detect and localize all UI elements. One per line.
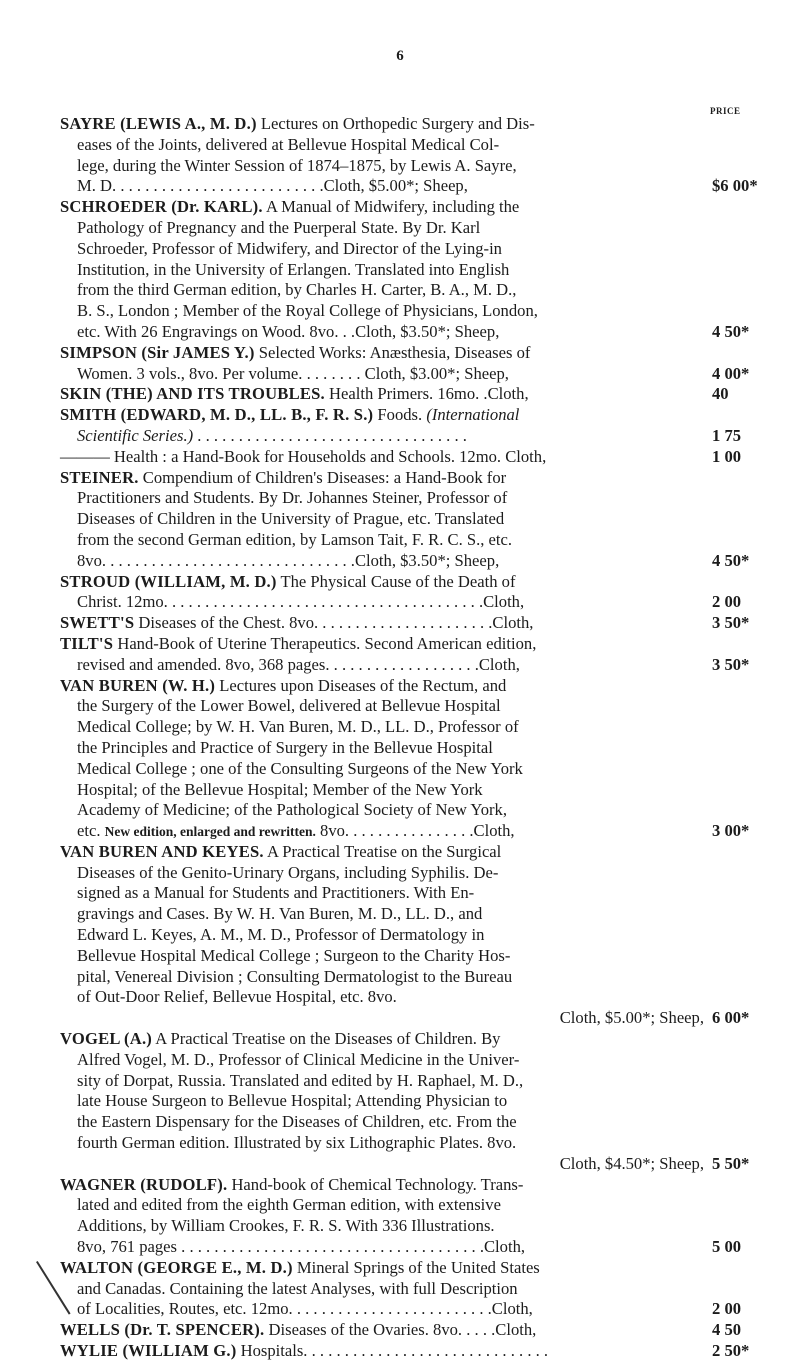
entry-text: eases of the Joints, delivered at Bellevue Hospital Medical Col- xyxy=(77,134,500,154)
entry-text: Christ. 12mo. . . . . . . . . . . . . . . . . . . . . . . . . . . . . . . . . . . . . . .Cloth, xyxy=(77,592,525,612)
entry-text: the Principles and Practice of Surgery in the Bellevue Hospital xyxy=(77,737,493,757)
entry-line xyxy=(60,1112,768,1133)
entry-text: of Out-Door Relief, Bellevue Hospital, etc. 8vo. xyxy=(77,987,397,1007)
entry-line xyxy=(60,1154,768,1175)
entry-price: 5 00 xyxy=(712,1237,742,1257)
author-name: WYLIE (WILLIAM G.) xyxy=(60,1341,237,1361)
entry-text: sity of Dorpat, Russia. Translated and edited by H. Raphael, M. D., xyxy=(77,1070,524,1090)
author-name: SWETT'S xyxy=(60,613,135,633)
entry-price: 2 00 xyxy=(712,592,742,612)
entry-text: Medical College ; one of the Consulting Surgeons of the New York xyxy=(77,758,523,778)
entry-line xyxy=(60,551,768,572)
entry-text: The Physical Cause of the Death of xyxy=(276,571,516,591)
author-name: VAN BUREN (W. H.) xyxy=(60,675,216,695)
entry-text: Diseases of the Ovaries. 8vo. . . . .Cloth, xyxy=(264,1320,537,1340)
entry-price: 2 50* xyxy=(712,1341,750,1361)
entry-price: 2 00 xyxy=(712,1299,742,1319)
entry-line xyxy=(60,1133,768,1154)
entry-line xyxy=(60,821,768,842)
entry-text: pital, Venereal Division ; Consulting Dermatologist to the Bureau xyxy=(77,966,513,986)
entry-text: the Eastern Dispensary for the Diseases of Children, etc. From the xyxy=(77,1112,517,1132)
entry-text: and Canadas. Containing the latest Analyses, with full Description xyxy=(77,1278,518,1298)
entry-line xyxy=(60,530,768,551)
entry-line xyxy=(60,717,768,738)
entry-price: 5 50* xyxy=(712,1153,750,1173)
entry-text: Practitioners and Students. By Dr. Johannes Steiner, Professor of xyxy=(77,488,508,508)
entry-text: from the third German edition, by Charles H. Carter, B. A., M. D., xyxy=(77,280,517,300)
entry-line xyxy=(60,426,768,447)
entry-line xyxy=(60,135,768,156)
entry-text: A Practical Treatise on the Diseases of Children. By xyxy=(152,1029,501,1049)
entry-price: $6 00* xyxy=(712,176,758,196)
entry-line xyxy=(60,1237,768,1258)
entry-line xyxy=(60,239,768,260)
entry-line xyxy=(60,863,768,884)
author-name: VOGEL (A.) xyxy=(60,1029,153,1049)
entry-text: fourth German edition. Illustrated by six Lithographic Plates. 8vo. xyxy=(77,1133,517,1153)
entry-text: Hand-Book of Uterine Therapeutics. Second American edition, xyxy=(113,633,537,653)
entry-line xyxy=(60,260,768,281)
entry-text: late House Surgeon to Bellevue Hospital; Attending Physician to xyxy=(77,1091,508,1111)
entry-line xyxy=(60,1195,768,1216)
entry-line xyxy=(60,156,768,177)
entry-text: Lectures upon Diseases of the Rectum, and xyxy=(215,675,507,695)
entry-line xyxy=(60,967,768,988)
catalog-entry xyxy=(60,613,768,634)
entry-line xyxy=(60,1029,768,1050)
entry-text: Diseases of the Chest. 8vo. . . . . . . . . . . . . . . . . . . . . .Cloth, xyxy=(134,613,534,633)
entry-price: 4 00* xyxy=(712,363,750,383)
entry-line xyxy=(60,1175,768,1196)
entry-text: Additions, by William Crookes, F. R. S. With 336 Illustrations. xyxy=(77,1216,495,1236)
entry-text: signed as a Manual for Students and Practitioners. With En- xyxy=(77,883,475,903)
entry-line xyxy=(60,468,768,489)
entry-line xyxy=(60,301,768,322)
catalog-entry xyxy=(60,1175,768,1258)
author-name: STROUD (WILLIAM, M. D.) xyxy=(60,571,277,591)
entry-price: 4 50 xyxy=(712,1320,742,1340)
author-name: SCHROEDER (Dr. KARL). xyxy=(60,197,263,217)
entry-line xyxy=(60,218,768,239)
entry-text: Hospital; of the Bellevue Hospital; Member of the New York xyxy=(77,779,483,799)
catalog-entry xyxy=(60,197,768,343)
entry-text: of Localities, Routes, etc. 12mo. . . . . . . . . . . . . . . . . . . . . . . . .Cloth, xyxy=(77,1299,533,1319)
entry-line xyxy=(60,1279,768,1300)
entry-text: lated and edited from the eighth German edition, with extensive xyxy=(77,1195,501,1215)
entry-line xyxy=(60,447,768,468)
entry-text: Mineral Springs of the United States xyxy=(292,1257,540,1277)
entry-line xyxy=(60,655,768,676)
entry-text: etc. With 26 Engravings on Wood. 8vo. . .Cloth, $3.50*; Sheep, xyxy=(77,321,500,341)
entry-line xyxy=(60,842,768,863)
entry-price: 1 00 xyxy=(712,446,742,466)
entry-line xyxy=(60,946,768,967)
entry-text: the Surgery of the Lower Bowel, delivered at Bellevue Hospital xyxy=(77,696,501,716)
entry-line xyxy=(60,176,768,197)
entry-text: Schroeder, Professor of Midwifery, and Director of the Lying-in xyxy=(77,238,502,258)
author-name: STEINER. xyxy=(60,467,139,487)
entry-line xyxy=(60,1258,768,1279)
author-name: WAGNER (RUDOLF). xyxy=(60,1174,228,1194)
entry-line xyxy=(60,509,768,530)
edition-note: New edition, enlarged and rewritten. xyxy=(104,824,316,840)
author-name: TILT'S xyxy=(60,633,114,653)
catalog-entry xyxy=(60,1258,768,1320)
entry-line xyxy=(60,1008,768,1029)
entry-line xyxy=(60,114,768,135)
author-name: SAYRE (LEWIS A., M. D.) xyxy=(60,114,257,133)
author-name: SIMPSON (Sir JAMES Y.) xyxy=(60,342,255,362)
catalog-entry xyxy=(60,572,768,614)
entry-line xyxy=(60,405,768,426)
entry-line xyxy=(60,1341,768,1362)
catalog-entry xyxy=(60,842,768,1029)
entry-text: Institution, in the University of Erlangen. Translated into English xyxy=(77,259,510,279)
entry-text: Diseases of Children in the University of Prague, etc. Translated xyxy=(77,509,505,529)
entry-line xyxy=(60,759,768,780)
entry-text: 8vo. . . . . . . . . . . . . . . .Cloth, xyxy=(315,821,515,841)
entry-line xyxy=(60,696,768,717)
catalog-entry xyxy=(60,114,768,197)
entry-line xyxy=(60,592,768,613)
entry-text: Cloth, $4.50*; Sheep, xyxy=(559,1153,704,1173)
entry-price: 3 00* xyxy=(712,821,750,841)
entry-text: Edward L. Keyes, A. M., M. D., Professor of Dermatology in xyxy=(77,925,485,945)
entry-line xyxy=(60,613,768,634)
catalog-entry xyxy=(60,1341,768,1362)
author-name: SKIN (THE) AND ITS TROUBLES. xyxy=(60,384,325,404)
entry-line xyxy=(60,1050,768,1071)
entry-line xyxy=(60,364,768,385)
entry-price: 3 50* xyxy=(712,654,750,674)
author-name: WELLS (Dr. T. SPENCER). xyxy=(60,1320,265,1340)
entry-line xyxy=(60,280,768,301)
entry-line xyxy=(60,1299,768,1320)
entry-text: B. S., London ; Member of the Royal College of Physicians, London, xyxy=(77,301,538,321)
entry-line xyxy=(60,738,768,759)
entry-text: Cloth, $5.00*; Sheep, xyxy=(559,1008,704,1028)
entry-text: revised and amended. 8vo, 368 pages. . . . . . . . . . . . . . . . . . .Cloth, xyxy=(77,654,520,674)
catalog-entry xyxy=(60,676,768,842)
author-name: WALTON (GEORGE E., M. D.) xyxy=(60,1257,293,1277)
entry-line xyxy=(60,1216,768,1237)
entry-text: Academy of Medicine; of the Pathological Society of New York, xyxy=(77,800,507,820)
entry-line xyxy=(60,488,768,509)
entry-price: 4 50* xyxy=(712,550,750,570)
entry-text: Medical College; by W. H. Van Buren, M. D., LL. D., Professor of xyxy=(77,717,519,737)
catalog-entry xyxy=(60,468,768,572)
entry-text: 8vo. . . . . . . . . . . . . . . . . . . . . . . . . . . . . . .Cloth, $3.50*; Sheep, xyxy=(77,550,500,570)
entry-text: M. D. . . . . . . . . . . . . . . . . . . . . . . . . .Cloth, $5.00*; Sheep, xyxy=(77,176,468,196)
entry-text: Compendium of Children's Diseases: a Hand-Book for xyxy=(138,467,507,487)
entry-line xyxy=(60,634,768,655)
entry-line xyxy=(60,800,768,821)
entry-line xyxy=(60,780,768,801)
entry-line xyxy=(60,904,768,925)
entry-price: 6 00* xyxy=(712,1008,750,1028)
catalog-entry xyxy=(60,384,768,405)
entry-text: Hand-book of Chemical Technology. Trans- xyxy=(227,1174,524,1194)
page-number: 6 xyxy=(396,48,404,64)
series-title: Scientific Series.) xyxy=(77,425,194,445)
entry-text: Pathology of Pregnancy and the Puerperal State. By Dr. Karl xyxy=(77,217,481,237)
entry-text: A Practical Treatise on the Surgical xyxy=(263,841,502,861)
entry-text: ——— Health : a Hand-Book for Households and Schools. 12mo. Cloth, xyxy=(60,446,547,466)
entry-line xyxy=(60,322,768,343)
author-name: VAN BUREN AND KEYES. xyxy=(60,841,264,861)
entry-price: 3 50* xyxy=(712,613,750,633)
entry-line xyxy=(60,384,768,405)
catalog-entry xyxy=(60,343,768,385)
catalog-entry xyxy=(60,447,768,468)
entry-price: 4 50* xyxy=(712,321,750,341)
entry-text: A Manual of Midwifery, including the xyxy=(262,197,520,217)
entry-line xyxy=(60,883,768,904)
entry-text: Foods. xyxy=(373,405,427,425)
catalog-entry xyxy=(60,405,768,447)
entry-line xyxy=(60,676,768,697)
entry-line xyxy=(60,572,768,593)
entry-text: Alfred Vogel, M. D., Professor of Clinical Medicine in the Univer- xyxy=(77,1049,520,1069)
entry-line xyxy=(60,987,768,1008)
entry-text: etc. xyxy=(77,821,105,841)
entry-text: Selected Works: Anæsthesia, Diseases of xyxy=(254,342,531,362)
entry-line xyxy=(60,197,768,218)
entry-price: 40 xyxy=(712,384,729,404)
entry-price: 1 75 xyxy=(712,425,742,445)
entry-text: gravings and Cases. By W. H. Van Buren, M. D., LL. D., and xyxy=(77,904,483,924)
entry-line xyxy=(60,1091,768,1112)
entry-text: Lectures on Orthopedic Surgery and Dis- xyxy=(256,114,535,133)
entry-line xyxy=(60,925,768,946)
entry-text: Health Primers. 16mo. .Cloth, xyxy=(324,384,529,404)
entry-text: Women. 3 vols., 8vo. Per volume. . . . . . . . Cloth, $3.00*; Sheep, xyxy=(77,363,509,383)
price-column-header: PRICE xyxy=(710,106,741,116)
book-catalog-list xyxy=(60,114,768,1362)
catalog-entry xyxy=(60,634,768,676)
entry-text: Diseases of the Genito-Urinary Organs, including Syphilis. De- xyxy=(77,862,499,882)
entry-text: Hospitals. . . . . . . . . . . . . . . . . . . . . . . . . . . . . . xyxy=(236,1341,549,1361)
entry-line xyxy=(60,1071,768,1092)
entry-line xyxy=(60,343,768,364)
entry-text: lege, during the Winter Session of 1874–1875, by Lewis A. Sayre, xyxy=(77,155,517,175)
series-title: (International xyxy=(426,405,520,425)
entry-text: . . . . . . . . . . . . . . . . . . . . . . . . . . . . . . . . . xyxy=(193,425,467,445)
entry-text: 8vo, 761 pages . . . . . . . . . . . . . . . . . . . . . . . . . . . . . . . . . . . . .Cloth, xyxy=(77,1237,526,1257)
catalog-entry xyxy=(60,1029,768,1175)
author-name: SMITH (EDWARD, M. D., LL. B., F. R. S.) xyxy=(60,405,374,425)
entry-text: Bellevue Hospital Medical College ; Surgeon to the Charity Hos- xyxy=(77,945,511,965)
entry-text: from the second German edition, by Lamson Tait, F. R. C. S., etc. xyxy=(77,529,513,549)
